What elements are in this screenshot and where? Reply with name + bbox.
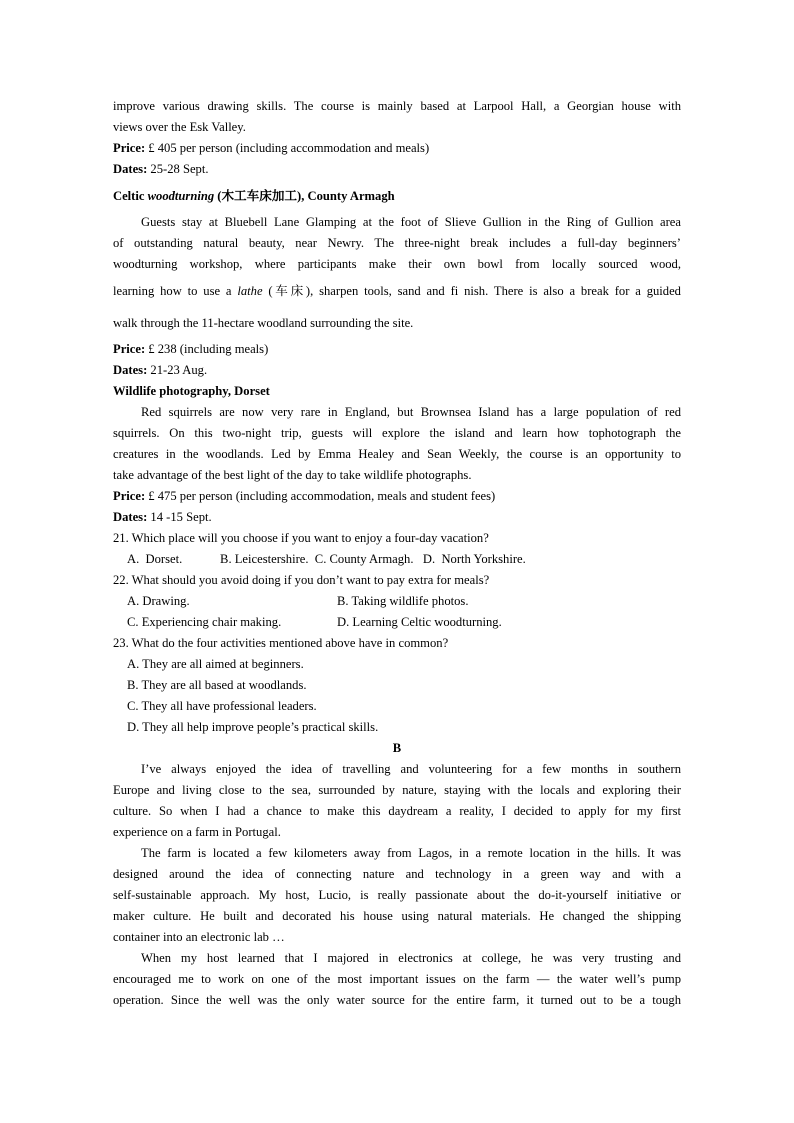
paragraph-line: of outstanding natural beauty, near Newry. The three-night break includes a full-day beginners’ (113, 236, 681, 250)
section-heading-celtic: Celtic woodturning (木工车床加工), County Armagh (113, 189, 395, 203)
dates-value: 14 -15 Sept. (147, 510, 212, 524)
section-letter-b: B (392, 741, 402, 755)
option-b: B. Taking wildlife photos. (337, 594, 469, 608)
paragraph-line: views over the Esk Valley. (113, 120, 246, 134)
dates-label: Dates: (113, 162, 148, 176)
question-23: 23. What do the four activities mentioned above have in common? (113, 636, 449, 650)
price-line (113, 138, 681, 159)
price-value: £ 475 per person (including accommodation, meals and student fees) (145, 489, 496, 503)
price-line (113, 486, 681, 507)
section-heading-wildlife: Wildlife photography, Dorset (113, 384, 270, 398)
paragraph-line: take advantage of the best light of the day to take wildlife photographs. (113, 468, 472, 482)
option-c: C. They all have professional leaders. (127, 699, 317, 713)
price-label: Price: (113, 141, 146, 155)
option-c: C. Experiencing chair making. (127, 615, 282, 629)
paragraph-line: walk through the 11-hectare woodland surrounding the site. (113, 316, 414, 330)
paragraph-line: woodturning workshop, where participants make their own bowl from locally sourced wood, (113, 257, 681, 271)
paragraph-line: squirrels. On this two-night trip, guests will explore the island and learn how tophotograph the (113, 426, 681, 440)
dates-label: Dates: (113, 510, 148, 524)
option-b: B. They are all based at woodlands. (127, 678, 307, 692)
paragraph-line: self-sustainable approach. My host, Lucio, is really passionate about the do-it-yourself initiative or (113, 888, 681, 902)
price-value: £ 405 per person (including accommodation and meals) (145, 141, 430, 155)
option-a: A. Drawing. (127, 594, 190, 608)
paragraph-line: designed around the idea of connecting nature and technology in a green way and with a (113, 867, 681, 881)
paragraph-line: Europe and living close to the sea, surrounded by nature, staying with the locals and exploring their (113, 783, 681, 797)
paragraph-line: container into an electronic lab … (113, 930, 285, 944)
paragraph-line: Red squirrels are now very rare in England, but Brownsea Island has a large population of red (141, 405, 681, 419)
dates-label: Dates: (113, 363, 148, 377)
paragraph-line: experience on a farm in Portugal. (113, 825, 281, 839)
price-label: Price: (113, 489, 146, 503)
paragraph-line: maker culture. He built and decorated his house using natural materials. He changed the shipping (113, 909, 681, 923)
dates-line (113, 159, 681, 180)
document-page (113, 96, 681, 1011)
paragraph-line: When my host learned that I majored in electronics at college, he was very trusting and (141, 951, 681, 965)
paragraph-line: operation. Since the well was the only water source for the entire farm, it turned out to be a tough (113, 993, 681, 1007)
option-a: A. They are all aimed at beginners. (127, 657, 304, 671)
paragraph-line: The farm is located a few kilometers away from Lagos, in a remote location in the hills. It was (141, 846, 681, 860)
question-22-options-row (113, 591, 681, 612)
price-line (113, 339, 681, 360)
question-22: 22. What should you avoid doing if you don’t want to pay extra for meals? (113, 573, 490, 587)
price-value: £ 238 (including meals) (145, 342, 269, 356)
question-22-options-row (113, 612, 681, 633)
dates-line (113, 360, 681, 381)
price-label: Price: (113, 342, 146, 356)
paragraph-line: improve various drawing skills. The course is mainly based at Larpool Hall, a Georgian house with (113, 99, 681, 113)
option-d: D. Learning Celtic woodturning. (337, 615, 502, 629)
paragraph-line: learning how to use a lathe (车床), sharpen tools, sand and fi nish. There is also a break for a guided (113, 284, 681, 298)
question-21-options: A. Dorset. B. Leicestershire. C. County Armagh. D. North Yorkshire. (127, 552, 526, 566)
paragraph-line: Guests stay at Bluebell Lane Glamping at the foot of Slieve Gullion in the Ring of Gullion area (141, 215, 681, 229)
dates-line (113, 507, 681, 528)
paragraph-line: culture. So when I had a chance to make this daydream a reality, I decided to apply for my first (113, 804, 681, 818)
paragraph-line: encouraged me to work on one of the most important issues on the farm — the water well’s pump (113, 972, 681, 986)
question-21: 21. Which place will you choose if you want to enjoy a four-day vacation? (113, 531, 489, 545)
dates-value: 25-28 Sept. (147, 162, 209, 176)
dates-value: 21-23 Aug. (147, 363, 208, 377)
paragraph-line: creatures in the woodlands. Led by Emma Healey and Sean Weekly, the course is an opportunity to (113, 447, 681, 461)
paragraph-line: I’ve always enjoyed the idea of travelling and volunteering for a few months in southern (141, 762, 681, 776)
option-d: D. They all help improve people’s practical skills. (127, 720, 379, 734)
